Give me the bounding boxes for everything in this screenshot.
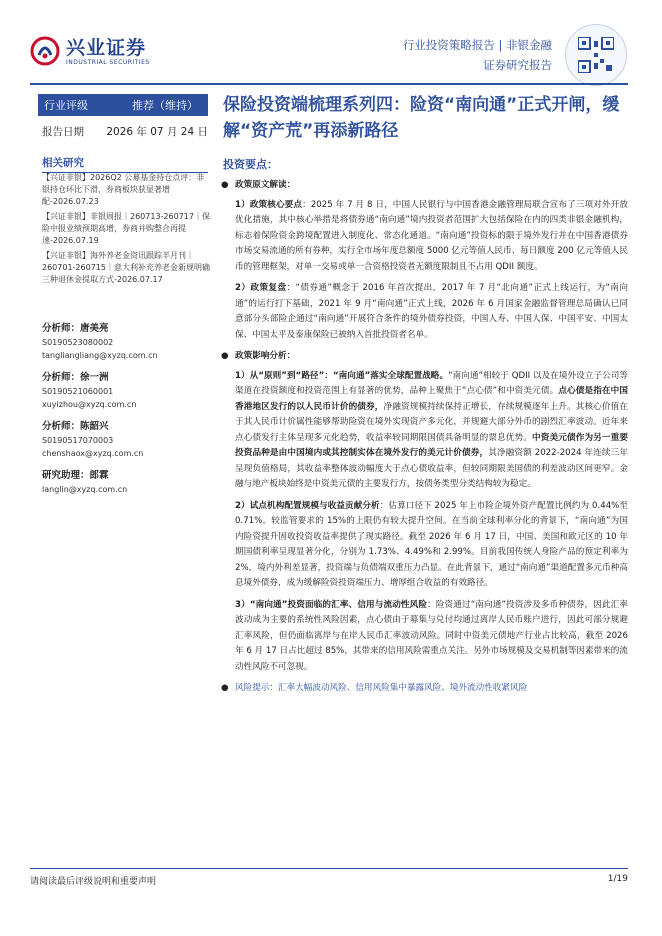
bullet-icon: ●: [221, 351, 229, 361]
paragraph-emphasis: 点心债是指在中国香港地区发行的以人民币计价的债券，: [235, 386, 628, 412]
analyst-card: [42, 370, 210, 411]
paragraph-text: ：险资通过“南向通”投资涉及多币种债券，因此汇率波动成为主要的系统性风险因素，点心债由于募集与兑付均通过离岸人民币账户进行，因此可部分规避汇率风险，但仍面临离岸与在岸人民币汇率波动风险。同时中资美元债地产行业占比较高，截至 2026 年 6 月 17 日占比超过 85%，其带来的信用风险需重点关注。另外市场规模及交易机制等因素带来的流动性风险不可忽视。: [235, 599, 628, 672]
page-number: 1/19: [607, 874, 628, 884]
paragraph-text: ：估算口径下 2025 年上市险企境外资产配置比例约为 0.44%至 0.71%。较监管要求的 15%的上限仍有较大提升空间。在当前全球利率分化的背景下，“南向通”为国内险资提升固收投资收益率提供了现实路径。截至 2026 年 6 月 17 日，中国、美国和欧元区的 10 年期国债利率呈现显著分化，分别为 1.73%、4.49%和 2.99%。目前我国传统人身险产品的预定利率为 2%，境内外利差显著，投资端与负债端双重压力凸显。在此背景下，通过“南向通”渠道配置多元币种高息境外债券，成为缓解险资投资端压力、增厚组合收益的有效路径。: [235, 500, 628, 588]
analyst-email[interactable]: chenshaox@xyzq.com.cn: [42, 449, 144, 458]
report-body: [221, 178, 628, 697]
related-research-link[interactable]: 【兴证非银】2026Q2 公募基金持仓点评：非银持仓环比下滑，券商板块获显著增配-2026.07.23: [42, 173, 205, 206]
paragraph-lead: 3）“南向通”投资面临的汇率、信用与流动性风险: [235, 599, 428, 610]
paragraph-lead: 2）试点机构配置规模与收益贡献分析: [235, 500, 380, 511]
risk-warning: [221, 681, 628, 697]
related-research-heading: 相关研究: [42, 155, 208, 173]
section-heading-text: 政策原文解读：: [235, 180, 296, 190]
report-date-row: [42, 124, 208, 139]
analyst-code: S0190523080002: [42, 338, 114, 347]
analyst-list: [42, 321, 210, 504]
company-logo: [30, 30, 180, 72]
paragraph-lead: 1）政策核心要点: [235, 199, 303, 210]
bullet-icon: ●: [221, 683, 229, 693]
analyst-email[interactable]: tangliangliang@xyzq.com.cn: [42, 351, 158, 360]
paragraph-text: 净融资规模持续保持正增长，存续规模逐年上升。其核心价值在于其人民币计价属性能够帮助险资在境外实现资产多元化，并规避大部分外币的剧烈汇率波动。近年来点心债发行主体呈现多元化趋势，收益率较同期限国债具备明显的票息优势。: [235, 401, 628, 443]
bullet-icon: ●: [221, 180, 229, 190]
analyst-name: 分析师：陈韶兴: [42, 421, 109, 432]
related-research-link[interactable]: 【兴证非银】海外养老金资讯跟踪半月刊｜260701-260715｜意大利补充养老金新规明确三种退休金提取方式-2026.07.17: [42, 251, 210, 284]
paragraph-text: “南向通”相较于 QDII 以及在境外设立子公司等渠道在投资额度和投资范围上有显著的优势，品种上聚焦于“点心债”和中资美元债。: [235, 370, 628, 396]
qr-code: [565, 24, 627, 86]
paragraph-lead: 1）从“原则”到“路径”：“南向通”落实全球配置战略。: [235, 370, 449, 381]
paragraph: [221, 369, 628, 493]
analyst-card: [42, 321, 210, 362]
related-research-list: [42, 172, 210, 289]
paragraph-text: ：“债券通”概念于 2016 年首次提出，2017 年 7 月“北向通”正式上线运行，为“南向通”的运行打下基础，2021 年 9 月“南向通”正式上线，2026 年 6 月国家金融监督管理总局确认已同意部分头部险企通过“南向通”开展符合条件的境外债券投资，中国人寿、中国人保、中国平安、中国太保、中国太平及泰康保险已被纳入首批投资者名单。: [235, 283, 628, 340]
analyst-email[interactable]: langlin@xyzq.com.cn: [42, 485, 128, 494]
analyst-card: [42, 468, 210, 496]
footer-divider: [30, 868, 628, 869]
paragraph: [221, 499, 628, 592]
investment-highlights-heading: 投资要点：: [223, 158, 278, 171]
analyst-name: 分析师：徐一洲: [42, 372, 109, 383]
report-dept: 证券研究报告: [483, 58, 552, 72]
date-value: 2026 年 07 月 24 日: [106, 126, 208, 138]
rating-label: 行业评级: [44, 99, 88, 112]
report-title: 保险投资端梳理系列四：险资“南向通”正式开闸，缓解“资产荒”再添新路径: [223, 95, 620, 141]
report-type: 行业投资策略报告 | 非银金融: [402, 38, 552, 52]
rating-value: 推荐（维持）: [132, 99, 198, 112]
qr-code-icon: [578, 37, 614, 73]
risk-warning-text: 风险提示：汇率大幅波动风险、信用风险集中暴露风险、境外流动性收紧风险: [235, 683, 528, 693]
paragraph: [221, 598, 628, 676]
paragraph: [221, 281, 628, 343]
analyst-card: [42, 419, 210, 460]
section-heading-text: 政策影响分析：: [235, 351, 296, 361]
footer-disclaimer: 请阅读最后评级说明和重要声明: [30, 877, 157, 887]
paragraph-lead: 2）政策复盘: [235, 283, 287, 293]
analyst-name: 研究助理：郎霖: [42, 470, 109, 481]
industry-rating-bar: [38, 94, 208, 116]
section-heading: [221, 178, 628, 194]
header-divider: [30, 83, 628, 85]
analyst-code: S0190521060001: [42, 387, 114, 396]
paragraph-emphasis: 中资美元债作为另一重要投资品种是由中国境内或其控制实体在境外发行的美元计价债券，: [235, 432, 628, 458]
paragraph-text: ：2025 年 7 月 8 日，中国人民银行与中国香港金融管理局联合宣布了三项对外开放优化措施，其中核心举措是将债券通“南向通”境内投资者范围扩大包括保险在内的四类非银金融机构，标志着保险资金跨境配置进入制度化、常态化通道。“南向通”投资标的限于境外发行并在中国香港债券市场交易流通的所有券种，实行全市场年度总额度 5000 亿元等值人民币、每日额度 200 亿元等值人民币的管理框架，对单一交易或单一合资格投资者无额度限制且不占用 QDII 额度。: [235, 199, 629, 272]
paragraph-text: 其净融资额 2022-2024 年连续三年呈现负值格局，其收益率整体波动幅度大于点心债收益率，但较同期限美国债的利差波动区间更窄。金融与地产板块始终是中资美元债的主要发行方，按债务类型分类结构较为稳定。: [235, 448, 628, 489]
related-research-link[interactable]: 【兴证非银】非银周报｜260713-260717｜保险中报业绩预期高增，券商并购整合再提速-2026.07.19: [42, 212, 210, 245]
section-heading: [221, 349, 628, 365]
logo-en-text: INDUSTRIAL SECURITIES: [66, 58, 150, 66]
logo-cn-text: 兴业证券: [66, 36, 147, 59]
analyst-email[interactable]: xuyizhou@xyzq.com.cn: [42, 400, 137, 409]
analyst-code: S0190517070003: [42, 436, 114, 445]
paragraph: [221, 198, 628, 276]
analyst-name: 分析师：唐美亮: [42, 323, 109, 334]
logo-emblem-icon: [30, 36, 60, 66]
date-label: 报告日期: [42, 126, 84, 138]
